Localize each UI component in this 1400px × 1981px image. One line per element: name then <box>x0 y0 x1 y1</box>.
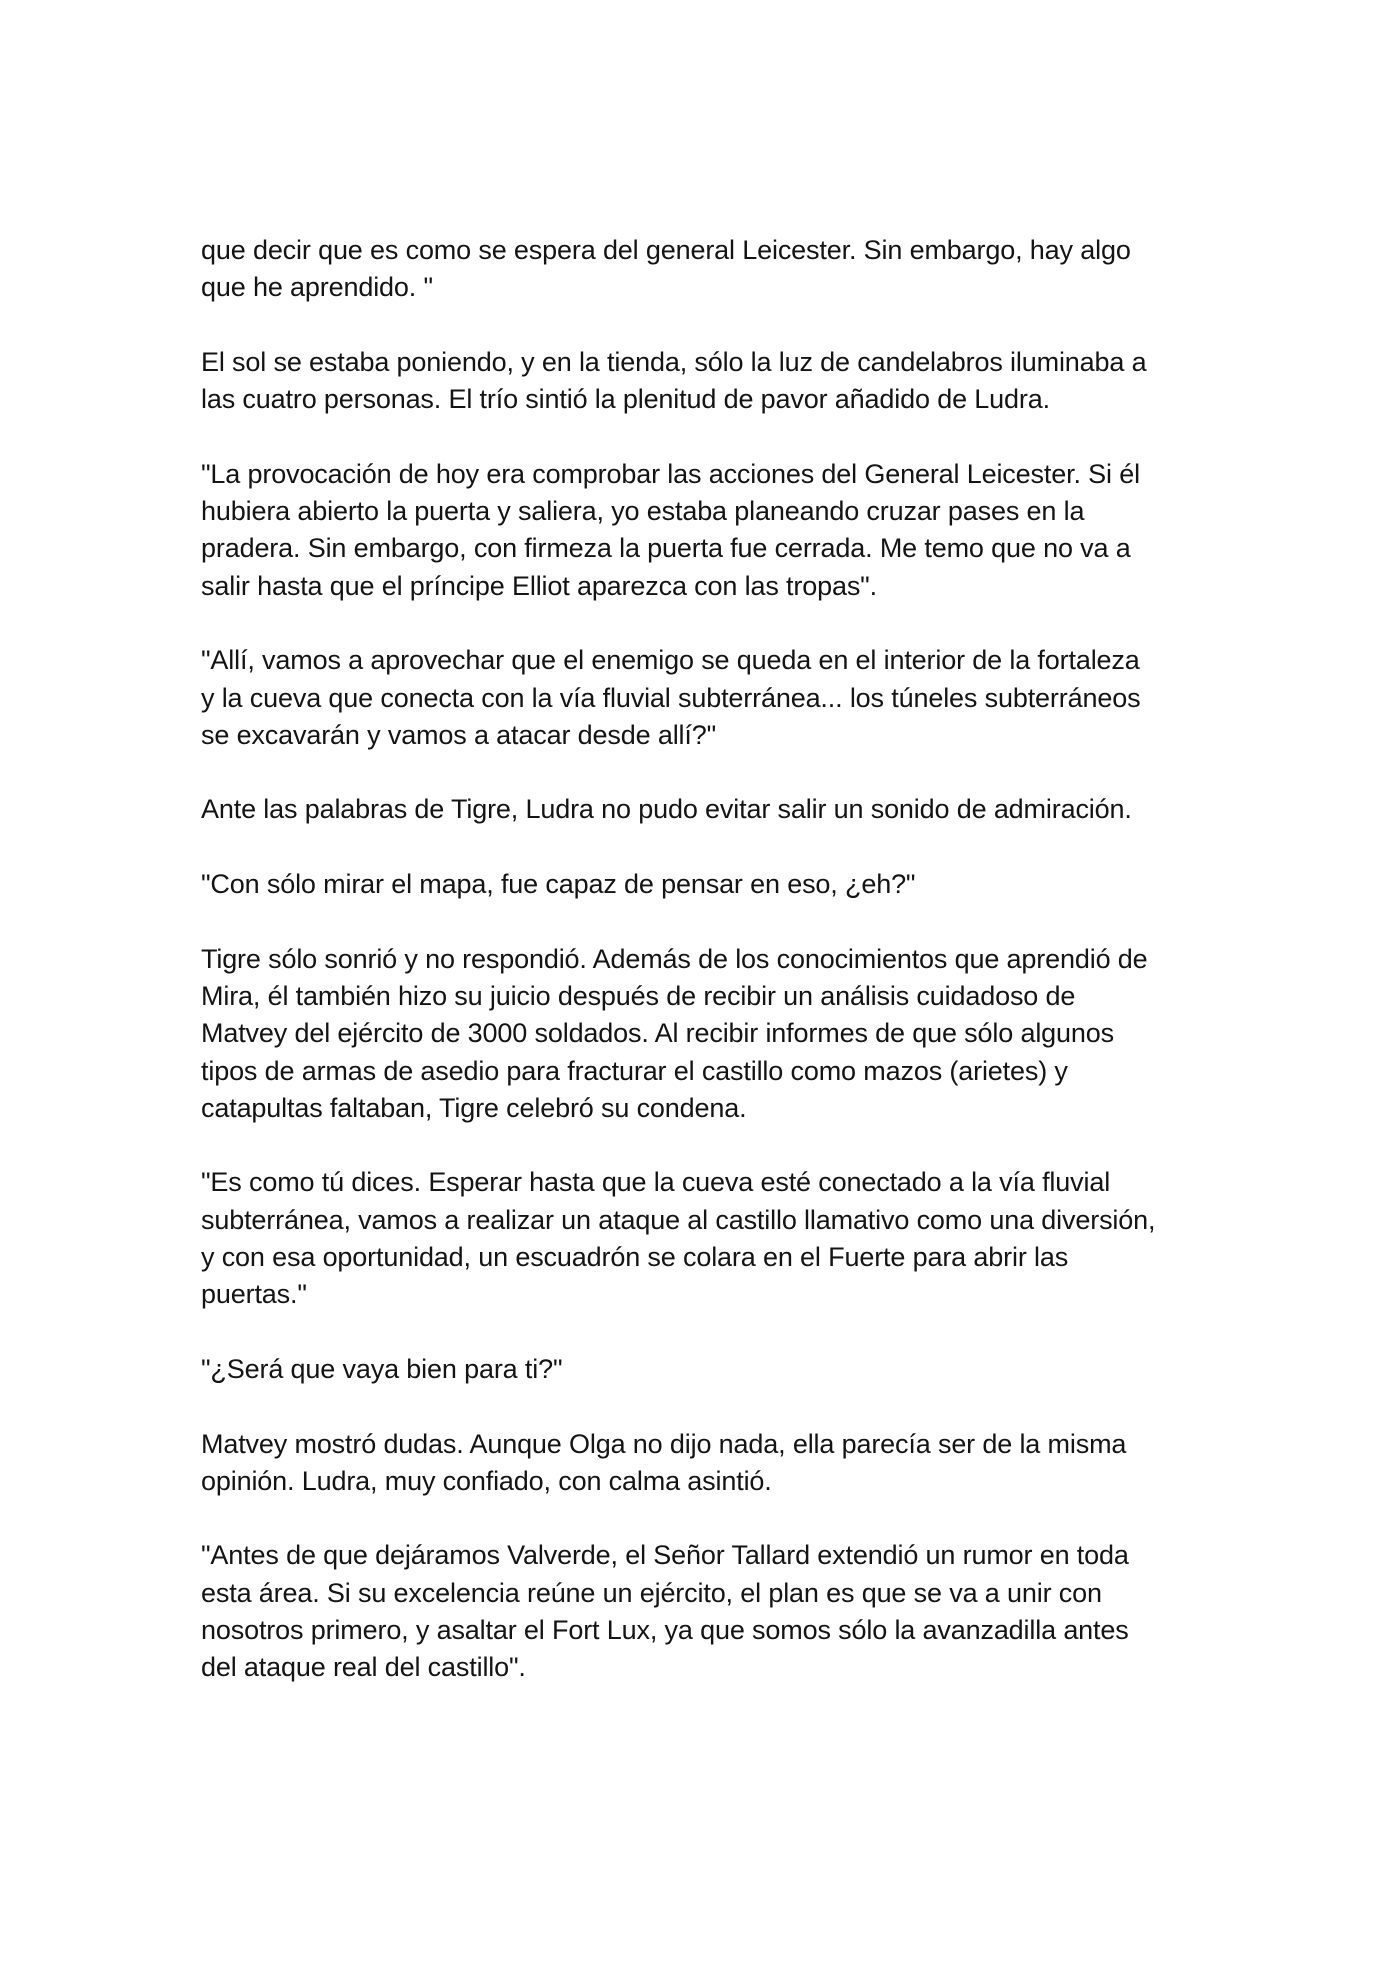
text-line: "¿Será que vaya bien para ti?" <box>201 1353 563 1384</box>
text-line: subterránea, vamos a realizar un ataque al castillo llamativo como una diversión, <box>201 1204 1156 1235</box>
text-line: Matvey del ejército de 3000 soldados. Al recibir informes de que sólo algunos <box>201 1018 1114 1049</box>
text-line: puertas." <box>201 1279 307 1310</box>
text-line: Matvey mostró dudas. Aunque Olga no dijo nada, ella parecía ser de la misma <box>201 1428 1127 1459</box>
paragraph <box>201 941 1211 1127</box>
paragraph <box>201 1351 1211 1388</box>
text-line: y con esa oportunidad, un escuadrón se colara en el Fuerte para abrir las <box>201 1242 1069 1273</box>
text-line: catapultas faltaban, Tigre celebró su condena. <box>201 1092 747 1123</box>
text-line: "Es como tú dices. Esperar hasta que la cueva esté conectado a la vía fluvial <box>201 1167 1111 1198</box>
paragraph <box>201 456 1211 605</box>
paragraph <box>201 232 1211 307</box>
text-line: "La provocación de hoy era comprobar las acciones del General Leicester. Si él <box>201 458 1140 489</box>
paragraph <box>201 642 1211 754</box>
paragraph <box>201 866 1211 903</box>
text-line: que he aprendido. " <box>201 272 433 303</box>
text-line: se excavarán y vamos a atacar desde allí?" <box>201 719 717 750</box>
paragraph <box>201 791 1211 828</box>
text-line: opinión. Ludra, muy confiado, con calma asintió. <box>201 1465 772 1496</box>
text-line: tipos de armas de asedio para fracturar el castillo como mazos (arietes) y <box>201 1055 1068 1086</box>
text-line: hubiera abierto la puerta y saliera, yo estaba planeando cruzar pases en la <box>201 496 1085 527</box>
text-line: Ante las palabras de Tigre, Ludra no pudo evitar salir un sonido de admiración. <box>201 794 1132 825</box>
text-line: pradera. Sin embargo, con firmeza la puerta fue cerrada. Me temo que no va a <box>201 533 1131 564</box>
text-line: "Antes de que dejáramos Valverde, el Señor Tallard extendió un rumor en toda <box>201 1540 1129 1571</box>
text-line: y la cueva que conecta con la vía fluvial subterránea... los túneles subterráneos <box>201 682 1141 713</box>
text-line: Tigre sólo sonrió y no respondió. Además de los conocimientos que aprendió de <box>201 943 1148 974</box>
paragraph <box>201 1164 1211 1313</box>
text-line: del ataque real del castillo". <box>201 1652 526 1683</box>
paragraph <box>201 344 1211 419</box>
text-line: nosotros primero, y asaltar el Fort Lux, ya que somos sólo la avanzadilla antes <box>201 1614 1129 1645</box>
document-body <box>201 232 1211 1724</box>
text-line: que decir que es como se espera del general Leicester. Sin embargo, hay algo <box>201 235 1131 265</box>
text-line: "Con sólo mirar el mapa, fue capaz de pensar en eso, ¿eh?" <box>201 869 916 900</box>
text-line: Mira, él también hizo su juicio después de recibir un análisis cuidadoso de <box>201 980 1076 1011</box>
text-line: "Allí, vamos a aprovechar que el enemigo se queda en el interior de la fortaleza <box>201 645 1140 676</box>
text-line: salir hasta que el príncipe Elliot aparezca con las tropas". <box>201 570 877 601</box>
paragraph <box>201 1537 1211 1686</box>
paragraph <box>201 1426 1211 1501</box>
text-line: El sol se estaba poniendo, y en la tienda, sólo la luz de candelabros iluminaba a <box>201 346 1147 377</box>
text-line: las cuatro personas. El trío sintió la plenitud de pavor añadido de Ludra. <box>201 384 1050 415</box>
text-line: esta área. Si su excelencia reúne un ejército, el plan es que se va a unir con <box>201 1577 1102 1608</box>
